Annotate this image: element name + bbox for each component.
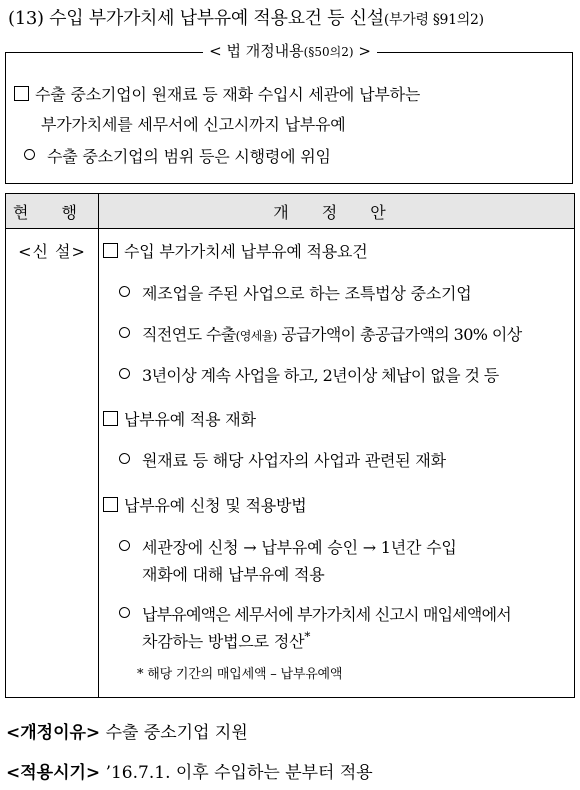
reason-text: 수출 중소기업 지원 <box>100 723 248 743</box>
section-3-bullet-2-text-1: 납부유예액은 세무서에 부가가치세 신고시 매입세액에서 <box>142 605 511 624</box>
section-1-bullet-3 <box>119 363 499 386</box>
section-1-bullet-2-pre: 직전연도 수출 <box>142 325 236 344</box>
section-1-title <box>103 239 368 262</box>
section-title <box>8 4 578 30</box>
section-1-title-text: 수입 부가가치세 납부유예 적용요건 <box>124 242 368 261</box>
square-bullet-icon <box>103 243 118 258</box>
square-bullet-icon <box>14 86 29 101</box>
circle-bullet-icon <box>119 453 130 464</box>
law-item-1-text-1: 수출 중소기업이 원재료 등 재화 수입시 세관에 납부하는 <box>35 85 421 104</box>
amendment-table <box>5 193 575 698</box>
section-title-main: (13) 수입 부가가치세 납부유예 적용요건 등 신설 <box>8 8 384 29</box>
section-3-bullet-2-line-2 <box>142 629 310 652</box>
section-3-bullet-1-line-1 <box>119 535 457 558</box>
header-proposal: 개 정 안 <box>99 194 575 229</box>
section-1-bullet-2-small: (영세율) <box>235 329 277 343</box>
section-2-bullet-1 <box>119 448 446 471</box>
section-title-ref: (부가령 §91의2) <box>383 12 484 28</box>
law-label-text: < 법 개정내용 <box>209 42 304 60</box>
circle-bullet-icon <box>24 149 35 160</box>
section-1-bullet-2-post: 공급가액이 총공급가액의 30% 이상 <box>276 325 522 344</box>
footnote-mark: * <box>304 629 311 644</box>
law-content-box <box>5 52 573 184</box>
proposal-cell <box>99 229 575 698</box>
square-bullet-icon <box>103 411 118 426</box>
section-3-title <box>103 493 306 516</box>
section-1-bullet-2 <box>119 322 522 345</box>
law-item-1-line-2: 부가가치세를 세무서에 신고시까지 납부유예 <box>41 115 346 134</box>
law-label-ref: (§50의2) <box>303 45 354 59</box>
law-item-2-text: 수출 중소기업의 범위 등은 시행령에 위임 <box>47 147 331 166</box>
circle-bullet-icon <box>119 607 130 618</box>
law-item-2 <box>24 144 331 167</box>
reason-line <box>6 718 248 743</box>
section-1-bullet-1-text: 제조업을 주된 사업으로 하는 조특법상 중소기업 <box>142 284 472 303</box>
section-2-bullet-1-text: 원재료 등 해당 사업자의 사업과 관련된 재화 <box>142 451 446 470</box>
section-1-bullet-3-text: 3년이상 계속 사업을 하고, 2년이상 체납이 없을 것 등 <box>142 366 499 385</box>
reason-label: <개정이유> <box>6 723 101 743</box>
square-bullet-icon <box>103 497 118 512</box>
law-item-1-line-1 <box>14 82 420 105</box>
footnote: * 해당 기간의 매입세액 – 납부유예액 <box>137 667 343 682</box>
effective-label: <적용시기> <box>6 763 101 783</box>
section-1-bullet-1 <box>119 281 472 304</box>
circle-bullet-icon <box>119 540 130 551</box>
header-current: 현 행 <box>6 194 99 229</box>
effective-text: ’16.7.1. 이후 수입하는 분부터 적용 <box>100 763 373 783</box>
law-label-close: > <box>353 42 371 60</box>
section-3-bullet-2-text-2: 차감하는 방법으로 정산 <box>142 632 305 651</box>
section-3-bullet-1-line-2: 재화에 대해 납부유예 적용 <box>142 565 325 584</box>
section-3-bullet-2-line-1 <box>119 602 511 625</box>
section-2-title-text: 납부유예 적용 재화 <box>124 410 256 429</box>
current-cell: <신 설> <box>6 229 99 698</box>
circle-bullet-icon <box>119 286 130 297</box>
section-3-title-text: 납부유예 신청 및 적용방법 <box>124 496 307 515</box>
circle-bullet-icon <box>119 368 130 379</box>
section-3-bullet-1-text-1: 세관장에 신청 → 납부유예 승인 → 1년간 수입 <box>142 538 457 557</box>
circle-bullet-icon <box>119 327 130 338</box>
section-2-title <box>103 407 256 430</box>
effective-line <box>6 758 373 783</box>
